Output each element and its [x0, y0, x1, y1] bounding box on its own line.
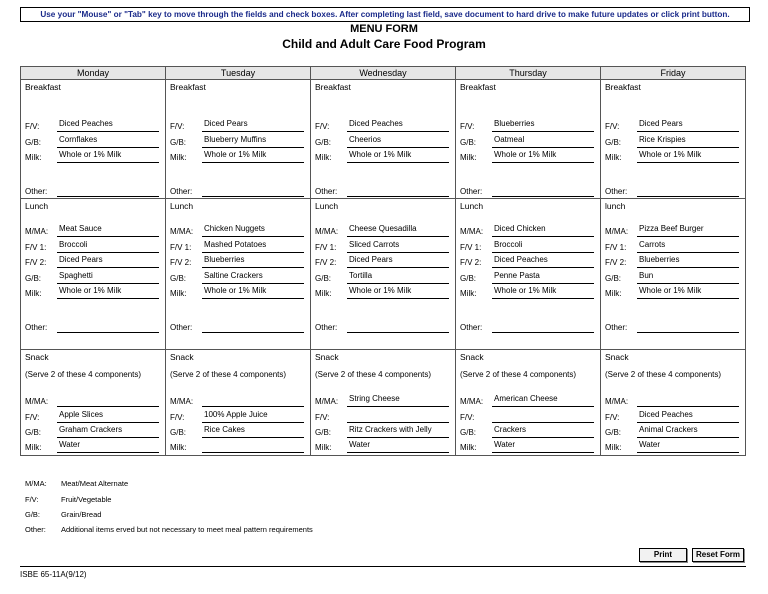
breakfast-milk-label: Milk: [460, 153, 477, 162]
breakfast-milk-field[interactable]: Whole or 1% Milk [57, 149, 159, 163]
day-header-thursday: Thursday [456, 67, 601, 80]
snack-fv-row [605, 409, 741, 423]
lunch-mma-label: M/MA: [315, 227, 339, 236]
breakfast-cell-friday [601, 80, 746, 199]
lunch-other-field[interactable] [202, 319, 304, 333]
breakfast-fv-label: F/V: [170, 122, 185, 131]
lunch-gb-row [25, 270, 161, 284]
lunch-fv1-row [170, 239, 306, 253]
lunch-fv1-field[interactable]: Sliced Carrots [347, 239, 449, 253]
legend-key: M/MA: [25, 479, 47, 488]
snack-milk-row [315, 439, 451, 453]
snack-gb-row [315, 424, 451, 438]
breakfast-gb-field[interactable]: Rice Krispies [637, 134, 739, 148]
snack-milk-label: Milk: [170, 443, 187, 452]
breakfast-heading: Breakfast [25, 82, 61, 92]
snack-fv-row [25, 409, 161, 423]
lunch-gb-row [460, 270, 596, 284]
snack-heading: Snack [170, 352, 194, 362]
lunch-milk-row [25, 285, 161, 299]
lunch-mma-label: M/MA: [170, 227, 194, 236]
lunch-heading: lunch [605, 201, 626, 211]
breakfast-fv-field[interactable]: Diced Peaches [347, 118, 449, 132]
lunch-cell-wednesday [311, 199, 456, 350]
breakfast-other-row [315, 183, 451, 197]
snack-milk-field[interactable]: Water [637, 439, 739, 453]
legend-text: Grain/Bread [61, 510, 102, 519]
lunch-fv2-label: F/V 2: [315, 258, 337, 267]
legend-item-mma [25, 479, 128, 488]
lunch-milk-field[interactable]: Whole or 1% Milk [57, 285, 159, 299]
lunch-gb-label: G/B: [460, 274, 477, 283]
lunch-fv1-field[interactable]: Mashed Potatoes [202, 239, 304, 253]
breakfast-fv-label: F/V: [25, 122, 40, 131]
lunch-milk-field[interactable]: Whole or 1% Milk [492, 285, 594, 299]
snack-note: (Serve 2 of these 4 components) [315, 370, 432, 379]
legend-text: Meat/Meat Alternate [61, 479, 129, 488]
lunch-fv1-label: F/V 1: [605, 243, 627, 252]
lunch-cell-thursday [456, 199, 601, 350]
snack-heading: Snack [460, 352, 484, 362]
lunch-fv1-field[interactable]: Broccoli [492, 239, 594, 253]
breakfast-milk-field[interactable]: Whole or 1% Milk [492, 149, 594, 163]
breakfast-milk-row [170, 149, 306, 163]
lunch-gb-field[interactable]: Penne Pasta [492, 270, 594, 284]
lunch-mma-row [25, 223, 161, 237]
legend-key: Other: [25, 525, 46, 534]
lunch-milk-label: Milk: [460, 289, 477, 298]
snack-mma-label: M/MA: [605, 397, 629, 406]
breakfast-fv-label: F/V: [605, 122, 620, 131]
lunch-mma-row [460, 223, 596, 237]
breakfast-fv-label: F/V: [315, 122, 330, 131]
snack-milk-row [25, 439, 161, 453]
breakfast-cell-wednesday [311, 80, 456, 199]
breakfast-fv-label: F/V: [460, 122, 475, 131]
lunch-milk-field[interactable]: Whole or 1% Milk [347, 285, 449, 299]
snack-fv-field[interactable]: Apple Slices [57, 409, 159, 423]
breakfast-gb-row [315, 134, 451, 148]
breakfast-other-field[interactable] [57, 183, 159, 197]
breakfast-fv-row [605, 118, 741, 132]
lunch-fv2-field[interactable]: Diced Pears [347, 254, 449, 268]
snack-mma-row [170, 393, 306, 407]
snack-milk-field[interactable]: Water [492, 439, 594, 453]
snack-mma-field[interactable]: American Cheese [492, 393, 594, 407]
snack-mma-label: M/MA: [315, 397, 339, 406]
lunch-fv2-field[interactable]: Blueberries [202, 254, 304, 268]
lunch-gb-field[interactable]: Tortilla [347, 270, 449, 284]
instructions-banner: Use your "Mouse" or "Tab" key to move through the fields and check boxes. After completing last field, save document to hard drive to make future updates or click print button. [20, 7, 750, 22]
day-header-row [21, 67, 746, 80]
lunch-fv2-row [170, 254, 306, 268]
breakfast-milk-row [460, 149, 596, 163]
lunch-fv2-row [25, 254, 161, 268]
lunch-other-label: Other: [460, 323, 483, 332]
snack-milk-label: Milk: [460, 443, 477, 452]
lunch-heading: Lunch [460, 201, 484, 211]
breakfast-milk-field[interactable]: Whole or 1% Milk [637, 149, 739, 163]
snack-milk-row [170, 439, 306, 453]
breakfast-milk-label: Milk: [170, 153, 187, 162]
lunch-fv2-field[interactable]: Diced Peaches [492, 254, 594, 268]
breakfast-gb-row [460, 134, 596, 148]
snack-mma-row [315, 393, 451, 407]
snack-milk-row [460, 439, 596, 453]
lunch-fv2-row [315, 254, 451, 268]
breakfast-cell-tuesday [166, 80, 311, 199]
snack-mma-row [460, 393, 596, 407]
breakfast-fv-row [170, 118, 306, 132]
lunch-mma-field[interactable]: Cheese Quesadilla [347, 223, 449, 237]
lunch-gb-label: G/B: [170, 274, 187, 283]
lunch-fv2-field[interactable]: Diced Pears [57, 254, 159, 268]
snack-fv-label: F/V: [605, 413, 620, 422]
snack-heading: Snack [25, 352, 49, 362]
lunch-cell-tuesday [166, 199, 311, 350]
breakfast-milk-label: Milk: [25, 153, 42, 162]
lunch-gb-row [170, 270, 306, 284]
snack-mma-field[interactable]: String Cheese [347, 393, 449, 407]
lunch-gb-label: G/B: [315, 274, 332, 283]
day-header-tuesday: Tuesday [166, 67, 311, 80]
form-number: ISBE 65-11A(9/12) [20, 570, 87, 579]
breakfast-cell-thursday [456, 80, 601, 199]
lunch-other-row [315, 319, 451, 333]
breakfast-fv-field[interactable]: Diced Peaches [57, 118, 159, 132]
breakfast-milk-label: Milk: [605, 153, 622, 162]
lunch-milk-row [460, 285, 596, 299]
lunch-other-label: Other: [605, 323, 628, 332]
lunch-fv1-label: F/V 1: [315, 243, 337, 252]
lunch-fv2-label: F/V 2: [170, 258, 192, 267]
menu-table [20, 66, 746, 456]
lunch-fv1-row [315, 239, 451, 253]
lunch-other-row [170, 319, 306, 333]
print-button[interactable]: Print [639, 548, 687, 562]
day-header-friday: Friday [601, 67, 746, 80]
snack-cell-thursday [456, 350, 601, 456]
breakfast-cell-monday [21, 80, 166, 199]
lunch-gb-label: G/B: [605, 274, 622, 283]
snack-milk-label: Milk: [605, 443, 622, 452]
snack-note: (Serve 2 of these 4 components) [170, 370, 287, 379]
lunch-heading: Lunch [170, 201, 194, 211]
snack-fv-field[interactable] [492, 409, 594, 423]
breakfast-fv-row [315, 118, 451, 132]
snack-milk-field[interactable]: Water [347, 439, 449, 453]
snack-cell-monday [21, 350, 166, 456]
lunch-fv2-label: F/V 2: [25, 258, 47, 267]
lunch-fv1-label: F/V 1: [460, 243, 482, 252]
snack-fv-label: F/V: [25, 413, 40, 422]
breakfast-fv-row [460, 118, 596, 132]
breakfast-gb-row [605, 134, 741, 148]
snack-milk-label: Milk: [25, 443, 42, 452]
lunch-milk-label: Milk: [170, 289, 187, 298]
lunch-mma-row [315, 223, 451, 237]
breakfast-other-field[interactable] [202, 183, 304, 197]
breakfast-heading: Breakfast [605, 82, 641, 92]
lunch-fv1-field[interactable]: Broccoli [57, 239, 159, 253]
lunch-gb-field[interactable]: Spaghetti [57, 270, 159, 284]
snack-gb-field[interactable]: Graham Crackers [57, 424, 159, 438]
lunch-other-field[interactable] [637, 319, 739, 333]
snack-mma-label: M/MA: [170, 397, 194, 406]
snack-note: (Serve 2 of these 4 components) [605, 370, 722, 379]
lunch-fv1-row [605, 239, 741, 253]
snack-gb-row [25, 424, 161, 438]
lunch-row [21, 199, 746, 350]
breakfast-gb-label: G/B: [170, 138, 187, 147]
breakfast-other-row [605, 183, 741, 197]
breakfast-other-label: Other: [25, 187, 48, 196]
breakfast-other-row [460, 183, 596, 197]
breakfast-other-field[interactable] [492, 183, 594, 197]
breakfast-fv-row [25, 118, 161, 132]
lunch-other-row [460, 319, 596, 333]
lunch-gb-row [315, 270, 451, 284]
lunch-fv1-field[interactable]: Carrots [637, 239, 739, 253]
lunch-mma-field[interactable]: Meat Sauce [57, 223, 159, 237]
lunch-other-label: Other: [315, 323, 338, 332]
lunch-fv1-row [460, 239, 596, 253]
breakfast-other-label: Other: [315, 187, 338, 196]
lunch-fv2-field[interactable]: Blueberries [637, 254, 739, 268]
snack-gb-field[interactable]: Crackers [492, 424, 594, 438]
lunch-mma-field[interactable]: Chicken Nuggets [202, 223, 304, 237]
lunch-milk-field[interactable]: Whole or 1% Milk [202, 285, 304, 299]
snack-gb-field[interactable]: Animal Crackers [637, 424, 739, 438]
breakfast-gb-label: G/B: [605, 138, 622, 147]
lunch-fv1-row [25, 239, 161, 253]
footer-divider [20, 566, 746, 567]
breakfast-other-label: Other: [605, 187, 628, 196]
breakfast-other-label: Other: [460, 187, 483, 196]
snack-milk-field[interactable] [202, 439, 304, 453]
lunch-fv1-label: F/V 1: [170, 243, 192, 252]
snack-cell-tuesday [166, 350, 311, 456]
lunch-heading: Lunch [315, 201, 339, 211]
breakfast-fv-field[interactable]: Blueberries [492, 118, 594, 132]
breakfast-gb-label: G/B: [25, 138, 42, 147]
legend-key: G/B: [25, 510, 41, 519]
breakfast-gb-field[interactable]: Cornflakes [57, 134, 159, 148]
snack-mma-label: M/MA: [460, 397, 484, 406]
breakfast-fv-field[interactable]: Diced Pears [202, 118, 304, 132]
snack-gb-label: G/B: [315, 428, 332, 437]
snack-cell-wednesday [311, 350, 456, 456]
snack-mma-field[interactable] [57, 393, 159, 407]
snack-fv-field[interactable]: Diced Peaches [637, 409, 739, 423]
snack-mma-row [25, 393, 161, 407]
breakfast-milk-field[interactable]: Whole or 1% Milk [202, 149, 304, 163]
snack-fv-row [315, 409, 451, 423]
lunch-other-label: Other: [25, 323, 48, 332]
snack-gb-label: G/B: [25, 428, 42, 437]
breakfast-gb-field[interactable]: Blueberry Muffins [202, 134, 304, 148]
lunch-cell-monday [21, 199, 166, 350]
snack-fv-field[interactable]: 100% Apple Juice [202, 409, 304, 423]
breakfast-heading: Breakfast [170, 82, 206, 92]
lunch-fv2-row [460, 254, 596, 268]
breakfast-other-label: Other: [170, 187, 193, 196]
breakfast-other-field[interactable] [347, 183, 449, 197]
breakfast-gb-row [25, 134, 161, 148]
breakfast-heading: Breakfast [315, 82, 351, 92]
lunch-mma-label: M/MA: [605, 227, 629, 236]
lunch-mma-label: M/MA: [460, 227, 484, 236]
breakfast-other-row [25, 183, 161, 197]
breakfast-other-field[interactable] [637, 183, 739, 197]
form-subtitle: Child and Adult Care Food Program [282, 37, 486, 51]
breakfast-heading: Breakfast [460, 82, 496, 92]
lunch-fv2-row [605, 254, 741, 268]
snack-mma-field[interactable] [637, 393, 739, 407]
lunch-cell-friday [601, 199, 746, 350]
snack-fv-label: F/V: [460, 413, 475, 422]
snack-milk-field[interactable]: Water [57, 439, 159, 453]
lunch-fv2-label: F/V 2: [605, 258, 627, 267]
legend-text: Additional items erved but not necessary to meet meal pattern requirements [61, 525, 313, 534]
snack-note: (Serve 2 of these 4 components) [460, 370, 577, 379]
snack-fv-row [170, 409, 306, 423]
breakfast-other-row [170, 183, 306, 197]
lunch-mma-field[interactable]: Diced Chicken [492, 223, 594, 237]
reset-form-button[interactable]: Reset Form [692, 548, 744, 562]
lunch-other-row [605, 319, 741, 333]
lunch-milk-label: Milk: [315, 289, 332, 298]
breakfast-fv-field[interactable]: Diced Pears [637, 118, 739, 132]
snack-gb-row [460, 424, 596, 438]
breakfast-gb-field[interactable]: Cheerios [347, 134, 449, 148]
lunch-mma-row [170, 223, 306, 237]
breakfast-milk-label: Milk: [315, 153, 332, 162]
snack-gb-label: G/B: [605, 428, 622, 437]
legend-item-gb [25, 510, 101, 519]
breakfast-row [21, 80, 746, 199]
snack-milk-label: Milk: [315, 443, 332, 452]
breakfast-gb-label: G/B: [460, 138, 477, 147]
lunch-other-row [25, 319, 161, 333]
lunch-mma-row [605, 223, 741, 237]
snack-mma-field[interactable] [202, 393, 304, 407]
snack-fv-row [460, 409, 596, 423]
legend-item-fv [25, 495, 111, 504]
snack-cell-friday [601, 350, 746, 456]
snack-heading: Snack [315, 352, 339, 362]
breakfast-gb-row [170, 134, 306, 148]
lunch-milk-label: Milk: [605, 289, 622, 298]
day-header-wednesday: Wednesday [311, 67, 456, 80]
lunch-mma-field[interactable]: Pizza Beef Burger [637, 223, 739, 237]
lunch-other-label: Other: [170, 323, 193, 332]
lunch-milk-row [605, 285, 741, 299]
lunch-heading: Lunch [25, 201, 49, 211]
breakfast-milk-row [315, 149, 451, 163]
lunch-fv2-label: F/V 2: [460, 258, 482, 267]
breakfast-gb-label: G/B: [315, 138, 332, 147]
snack-heading: Snack [605, 352, 629, 362]
lunch-milk-label: Milk: [25, 289, 42, 298]
lunch-gb-row [605, 270, 741, 284]
snack-gb-row [605, 424, 741, 438]
lunch-milk-row [170, 285, 306, 299]
snack-fv-label: F/V: [315, 413, 330, 422]
breakfast-milk-row [25, 149, 161, 163]
lunch-other-field[interactable] [347, 319, 449, 333]
snack-row [21, 350, 746, 456]
lunch-mma-label: M/MA: [25, 227, 49, 236]
snack-fv-label: F/V: [170, 413, 185, 422]
snack-mma-row [605, 393, 741, 407]
snack-gb-label: G/B: [460, 428, 477, 437]
lunch-milk-row [315, 285, 451, 299]
snack-gb-field[interactable]: Rice Cakes [202, 424, 304, 438]
breakfast-milk-row [605, 149, 741, 163]
lunch-gb-label: G/B: [25, 274, 42, 283]
lunch-fv1-label: F/V 1: [25, 243, 47, 252]
snack-gb-field[interactable]: Ritz Crackers with Jelly [347, 424, 449, 438]
snack-note: (Serve 2 of these 4 components) [25, 370, 142, 379]
snack-mma-label: M/MA: [25, 397, 49, 406]
lunch-gb-field[interactable]: Saltine Crackers [202, 270, 304, 284]
lunch-other-field[interactable] [492, 319, 594, 333]
snack-milk-row [605, 439, 741, 453]
day-header-monday: Monday [21, 67, 166, 80]
legend-text: Fruit/Vegetable [61, 495, 112, 504]
breakfast-gb-field[interactable]: Oatmeal [492, 134, 594, 148]
lunch-other-field[interactable] [57, 319, 159, 333]
snack-gb-label: G/B: [170, 428, 187, 437]
lunch-milk-field[interactable]: Whole or 1% Milk [637, 285, 739, 299]
legend-item-other [25, 525, 313, 534]
form-title: MENU FORM [350, 23, 418, 35]
breakfast-milk-field[interactable]: Whole or 1% Milk [347, 149, 449, 163]
snack-fv-field[interactable] [347, 409, 449, 423]
lunch-gb-field[interactable]: Bun [637, 270, 739, 284]
legend-key: F/V: [25, 495, 39, 504]
snack-gb-row [170, 424, 306, 438]
